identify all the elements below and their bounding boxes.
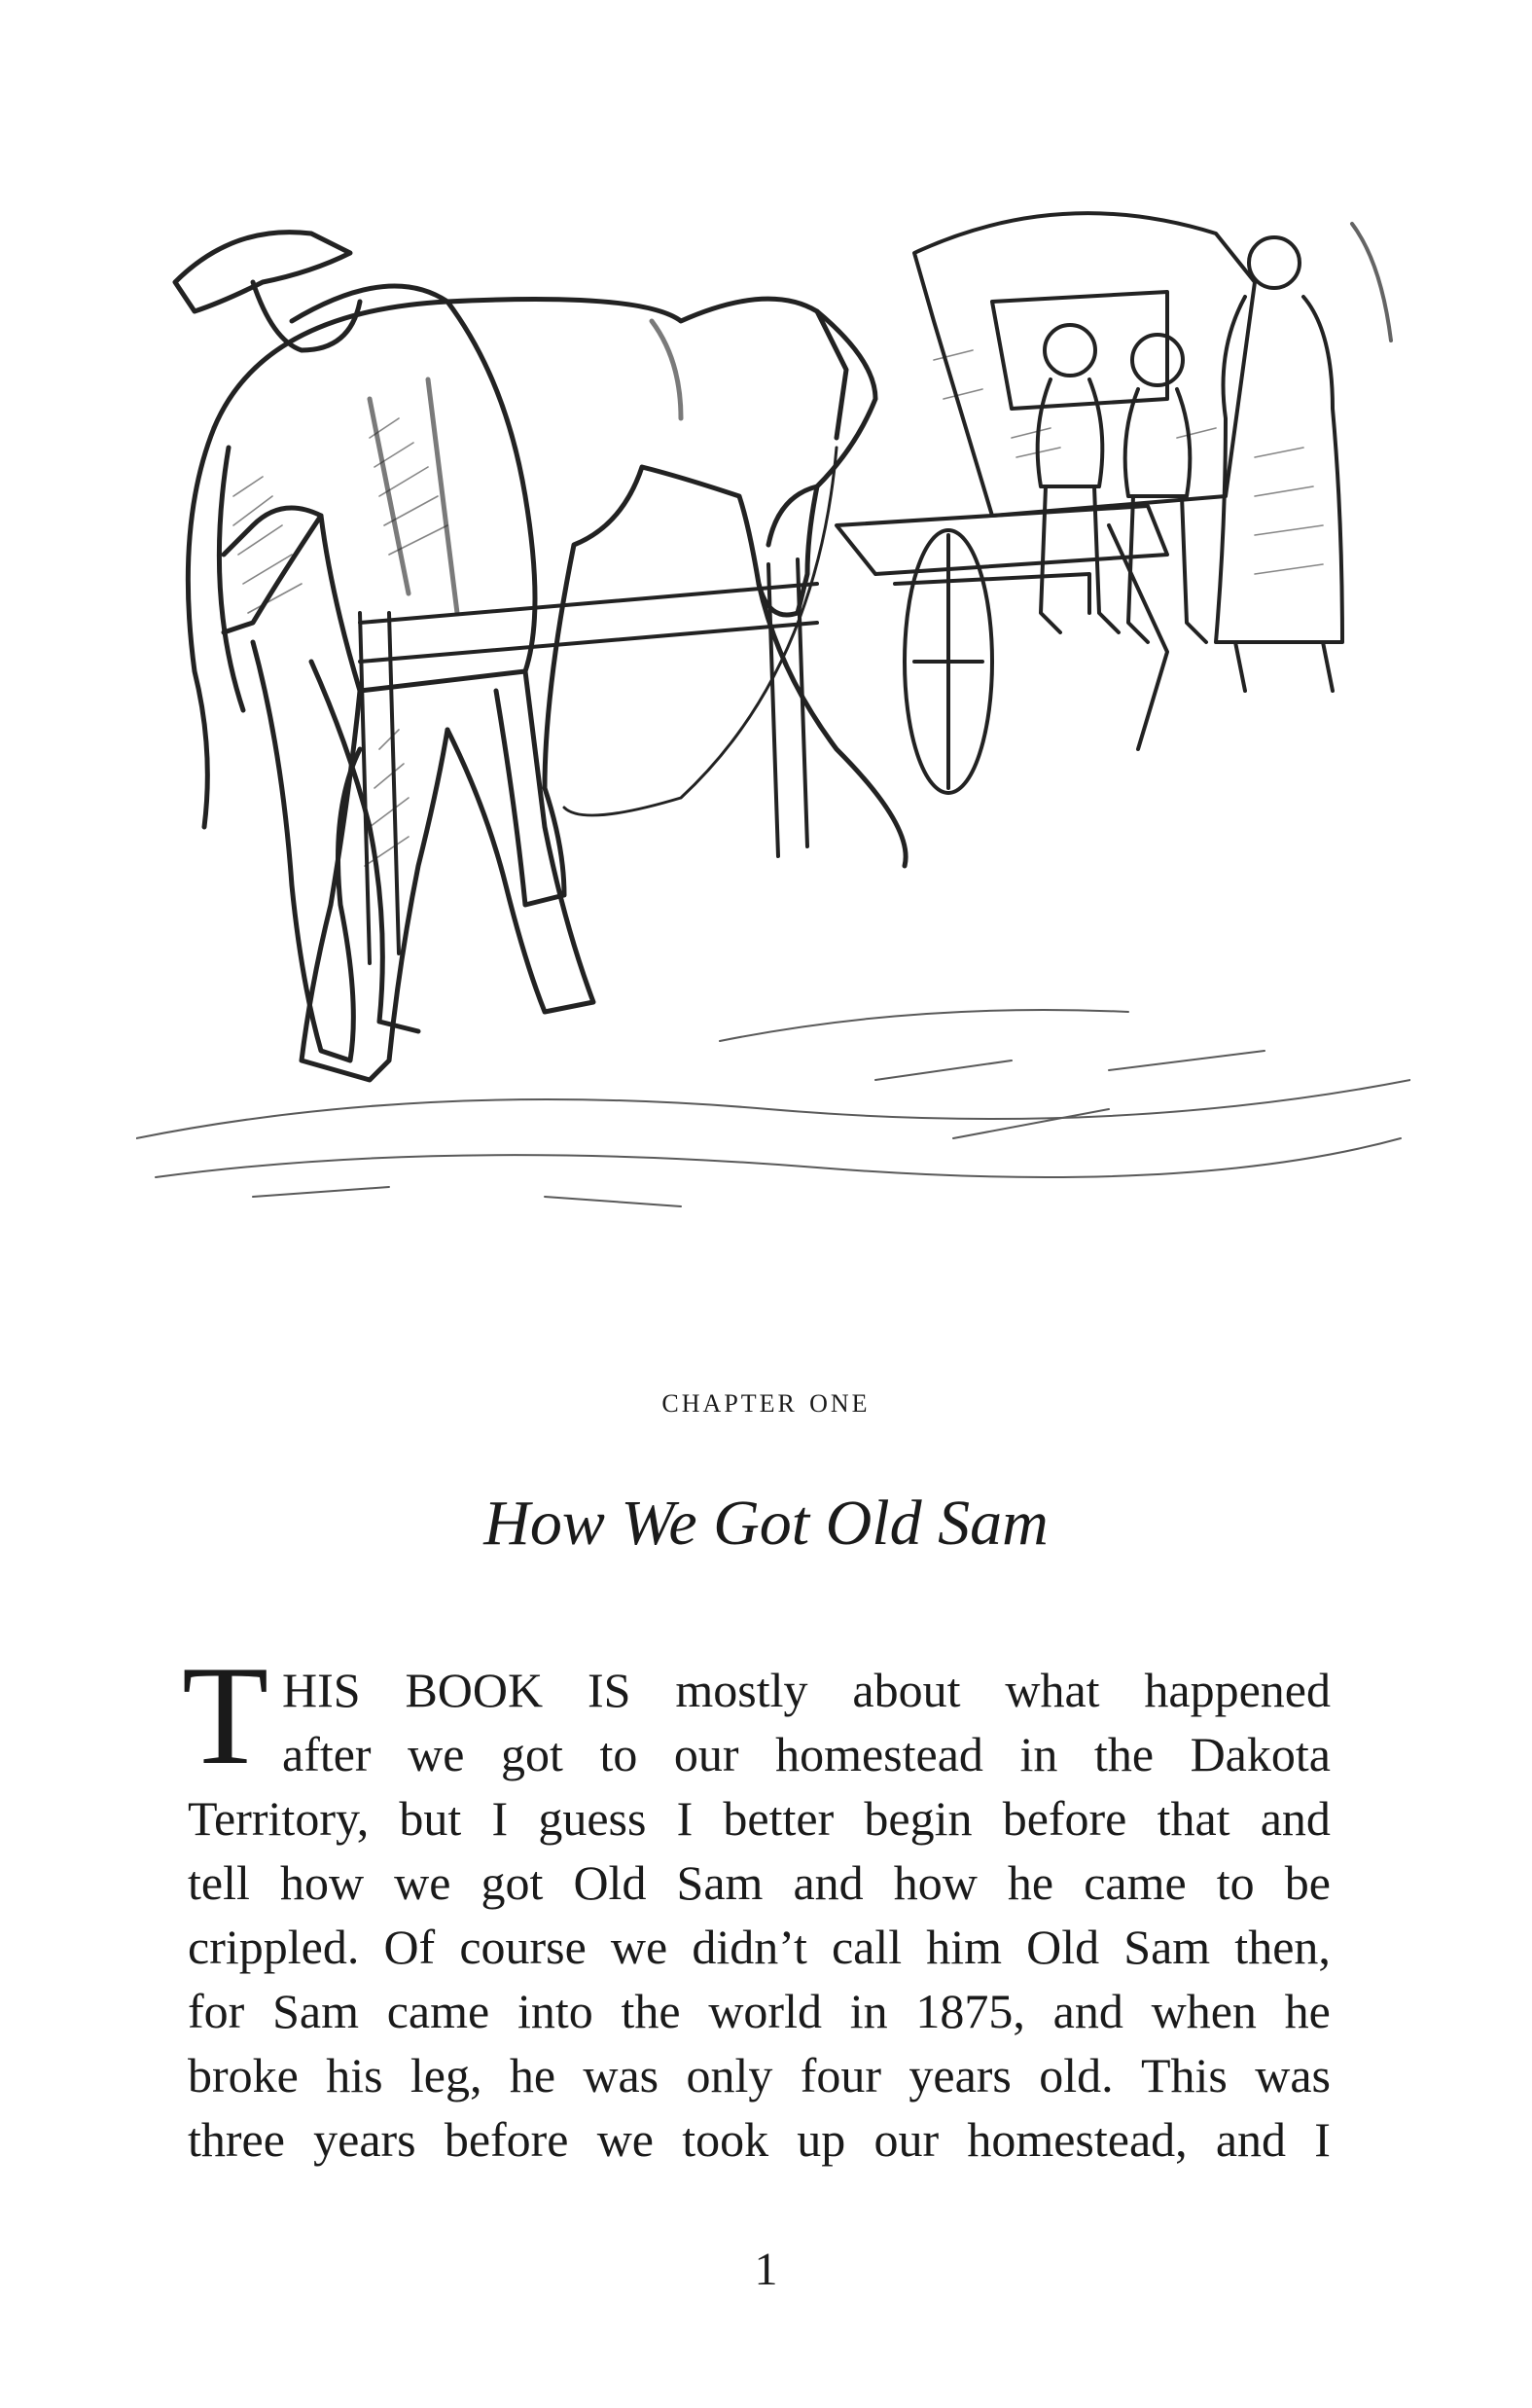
text-line: Territory, but I guess I better begin before that and: [188, 1791, 1331, 1846]
chapter-label: chapter one: [661, 1381, 871, 1420]
text-line: three years before we took up our homestead, and I: [188, 2112, 1331, 2167]
body-paragraph: [188, 1658, 1331, 2172]
shading-hatch: [233, 350, 1323, 866]
text-line: HIS BOOK IS mostly about what happened: [282, 1663, 1331, 1717]
text-line: for Sam came into the world in 1875, and when he: [188, 1984, 1331, 2038]
text-line: broke his leg, he was only four years old. This was: [188, 2048, 1331, 2103]
chapter-illustration: [136, 204, 1410, 1216]
page-number: 1: [754, 2244, 778, 2295]
text-line: tell how we got Old Sam and how he came to be: [188, 1855, 1331, 1910]
drop-cap: T: [182, 1636, 269, 1794]
family-sketch: [1038, 224, 1391, 691]
ground-sketch: [136, 1010, 1410, 1206]
horse-sketch: [188, 299, 906, 1060]
text-line: crippled. Of course we didn’t call him Old Sam then,: [188, 1920, 1331, 1974]
fence-sketch: [360, 559, 817, 963]
text-line: after we got to our homestead in the Dakota: [282, 1727, 1331, 1781]
chapter-title: How We Got Old Sam: [483, 1488, 1049, 1559]
